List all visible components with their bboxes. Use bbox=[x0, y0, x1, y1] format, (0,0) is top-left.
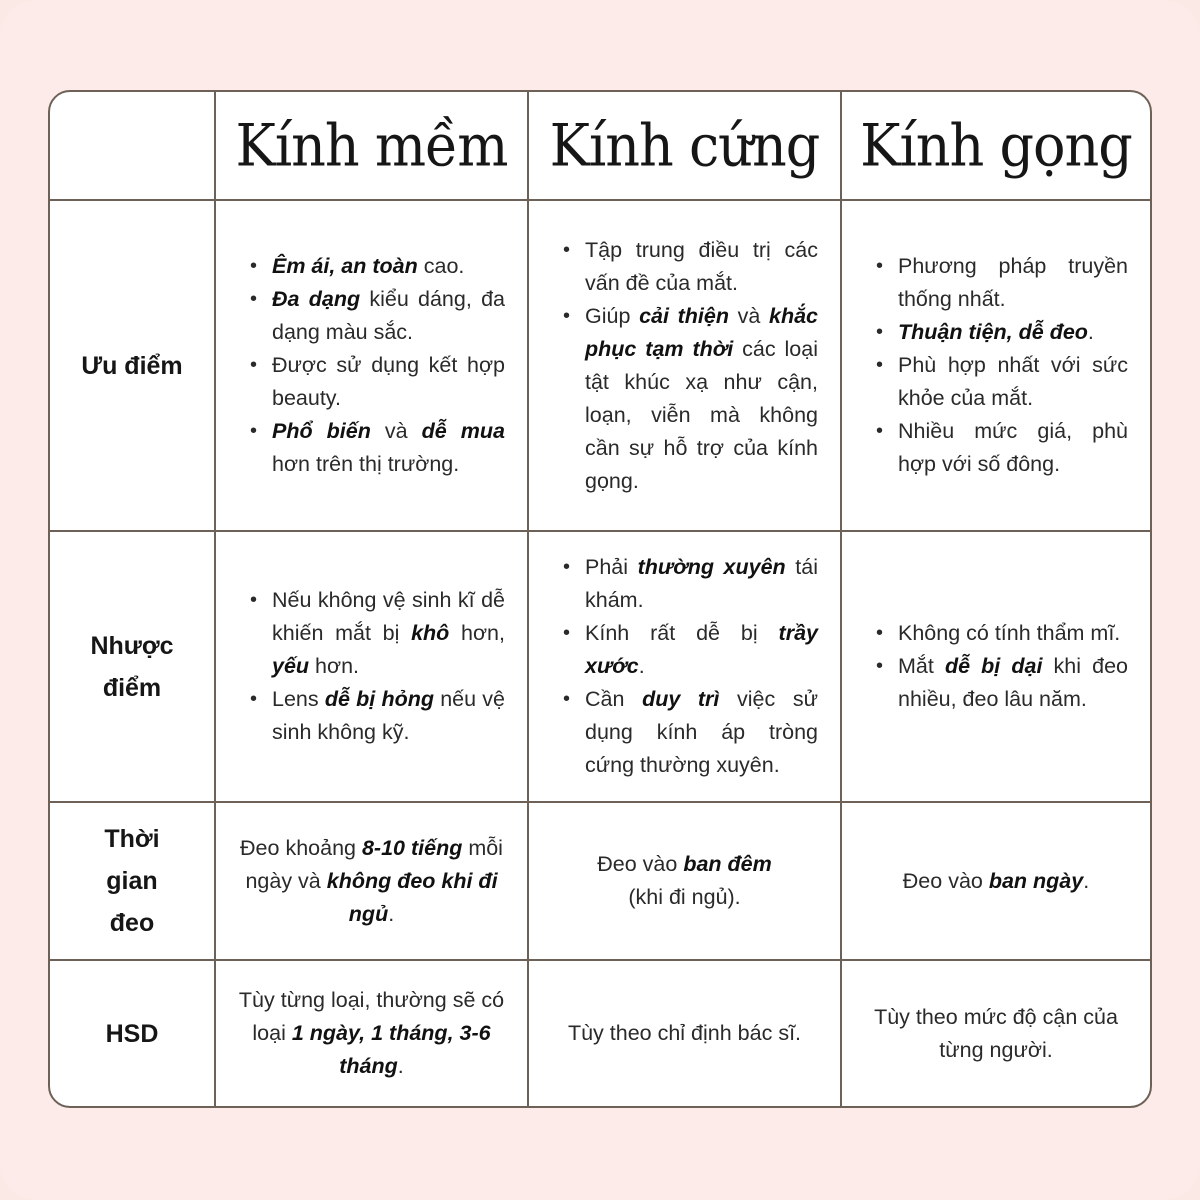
cons-label: Nhược điểm bbox=[90, 631, 174, 702]
header-soft-lens bbox=[216, 92, 529, 201]
list-item: • Kính rất dễ bị trầy xước. bbox=[585, 617, 818, 683]
pros-label: Ưu điểm bbox=[81, 351, 183, 380]
expiry-soft-text: Tùy từng loại, thường sẽ có loại 1 ngày, 1 tháng, 3-6 tháng. bbox=[238, 988, 505, 1078]
expiry-hard-text: Tùy theo chỉ định bác sĩ. bbox=[567, 1021, 802, 1045]
list-item: • Không có tính thẩm mĩ. bbox=[898, 617, 1128, 650]
row-label-wear-time bbox=[50, 803, 216, 961]
list-item: • Phải thường xuyên tái khám. bbox=[585, 551, 818, 617]
cons-frame-cell bbox=[842, 532, 1150, 803]
row-label-expiry bbox=[50, 961, 216, 1106]
list-item: • Mắt dễ bị dại khi đeo nhiều, đeo lâu năm. bbox=[898, 650, 1128, 716]
pros-frame-list bbox=[842, 250, 1150, 481]
pros-hard-cell bbox=[529, 201, 842, 532]
pros-soft-cell bbox=[216, 201, 529, 532]
list-item: • Phổ biến và dễ mua hơn trên thị trường. bbox=[272, 415, 505, 481]
pros-soft-list bbox=[216, 250, 527, 481]
expiry-frame-text: Tùy theo mức độ cận của từng người. bbox=[874, 1004, 1118, 1062]
header-hard-lens bbox=[529, 92, 842, 201]
list-item: • Nhiều mức giá, phù hợp với số đông. bbox=[898, 415, 1128, 481]
column-title-soft: Kính mềm bbox=[235, 111, 508, 180]
expiry-hard-cell bbox=[529, 961, 842, 1106]
wear-time-label: Thời gian đeo bbox=[104, 825, 160, 937]
wear-time-soft-cell bbox=[216, 803, 529, 961]
list-item: • Phù hợp nhất với sức khỏe của mắt. bbox=[898, 349, 1128, 415]
list-item: • Thuận tiện, dễ đeo. bbox=[898, 316, 1128, 349]
wear-time-hard-cell bbox=[529, 803, 842, 961]
expiry-frame-cell bbox=[842, 961, 1150, 1106]
expiry-label: HSD bbox=[105, 1019, 159, 1048]
cons-hard-cell bbox=[529, 532, 842, 803]
list-item: • Được sử dụng kết hợp beauty. bbox=[272, 349, 505, 415]
list-item: • Giúp cải thiện và khắc phục tạm thời các loại tật khúc xạ như cận, loạn, viễn mà không cần sự hỗ trợ của kính gọng. bbox=[585, 300, 818, 498]
list-item: • Phương pháp truyền thống nhất. bbox=[898, 250, 1128, 316]
column-title-frame: Kính gọng bbox=[860, 111, 1132, 180]
cons-soft-cell bbox=[216, 532, 529, 803]
list-item: • Tập trung điều trị các vấn đề của mắt. bbox=[585, 234, 818, 300]
header-empty-cell bbox=[50, 92, 216, 201]
column-title-hard: Kính cứng bbox=[549, 111, 820, 180]
row-label-cons bbox=[50, 532, 216, 803]
cons-soft-list bbox=[216, 584, 527, 749]
list-item: • Cần duy trì việc sử dụng kính áp tròng cứng thường xuyên. bbox=[585, 683, 818, 782]
comparison-table bbox=[48, 90, 1152, 1108]
wear-time-frame-cell bbox=[842, 803, 1150, 961]
cons-hard-list bbox=[529, 551, 840, 782]
wear-time-hard-text: Đeo vào ban đêm (khi đi ngủ). bbox=[597, 852, 772, 909]
pros-hard-list bbox=[529, 234, 840, 498]
header-glasses bbox=[842, 92, 1150, 201]
row-label-pros bbox=[50, 201, 216, 532]
wear-time-frame-text: Đeo vào ban ngày. bbox=[902, 868, 1090, 893]
pros-frame-cell bbox=[842, 201, 1150, 532]
cons-frame-list bbox=[842, 617, 1150, 716]
list-item: • Đa dạng kiểu dáng, đa dạng màu sắc. bbox=[272, 283, 505, 349]
list-item: • Lens dễ bị hỏng nếu vệ sinh không kỹ. bbox=[272, 683, 505, 749]
list-item: • Nếu không vệ sinh kĩ dễ khiến mắt bị khô hơn, yếu hơn. bbox=[272, 584, 505, 683]
list-item: • Êm ái, an toàn cao. bbox=[272, 250, 505, 283]
wear-time-soft-text: Đeo khoảng 8-10 tiếng mỗi ngày và không đeo khi đi ngủ. bbox=[240, 835, 503, 926]
expiry-soft-cell bbox=[216, 961, 529, 1106]
